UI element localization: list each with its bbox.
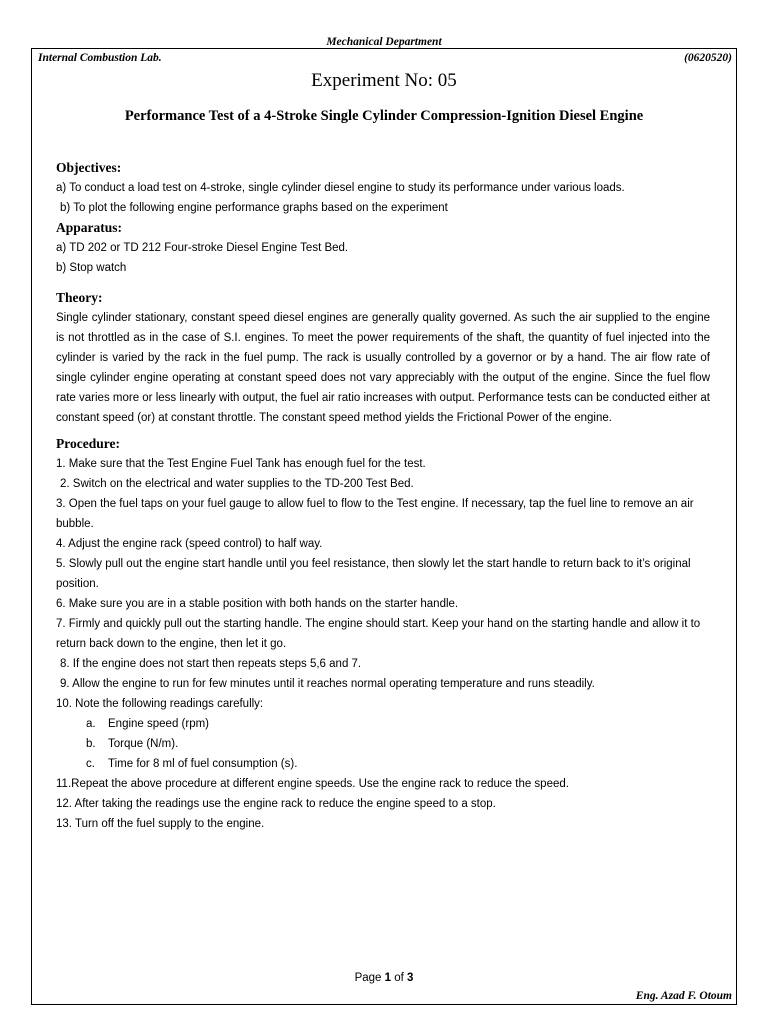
document-body [56,158,710,834]
apparatus-heading: Apparatus: [56,220,123,235]
procedure-step: 1. Make sure that the Test Engine Fuel Tank has enough fuel for the test. [56,458,426,470]
procedure-step: 12. After taking the readings use the engine rack to reduce the engine speed to a stop. [56,798,496,810]
procedure-step: 9. Allow the engine to run for few minutes until it reaches normal operating temperature and runs steadily. [60,678,595,690]
apparatus-item: a) TD 202 or TD 212 Four-stroke Diesel Engine Test Bed. [56,242,349,254]
reading-text: Time for 8 ml of fuel consumption (s). [108,758,298,770]
page-of: of [394,972,404,984]
page-current: 1 [384,972,392,984]
reading-marker: b. [86,738,96,750]
objective-item: a) To conduct a load test on 4-stroke, single cylinder diesel engine to study its performance under various loads. [56,182,625,194]
reading-item [56,734,710,754]
procedure-step: 3. Open the fuel taps on your fuel gauge to allow fuel to flow to the Test engine. If necessary, tap the fuel line to remove an air bubble. [56,498,694,530]
procedure-step: 13. Turn off the fuel supply to the engine. [56,818,265,830]
procedure-step: 7. Firmly and quickly pull out the starting handle. The engine should start. Keep your hand on the starting handle and allow it to return back down to the engine, then let it go. [56,618,701,650]
reading-item [56,714,710,734]
reading-text: Torque (N/m). [108,738,179,750]
procedure-step: 2. Switch on the electrical and water supplies to the TD-200 Test Bed. [60,478,414,490]
procedure-step: 8. If the engine does not start then repeats steps 5,6 and 7. [60,658,362,670]
department-header: Mechanical Department [326,36,442,48]
reading-marker: a. [86,718,96,730]
procedure-step: 11.Repeat the above procedure at different engine speeds. Use the engine rack to reduce the speed. [56,778,569,790]
objectives-heading: Objectives: [56,160,122,175]
page-total: 3 [407,972,414,984]
reading-item [56,754,710,774]
reading-text: Engine speed (rpm) [108,718,209,730]
procedure-step: 4. Adjust the engine rack (speed control) to half way. [56,538,323,550]
author-name: Eng. Azad F. Otoum [635,990,732,1002]
procedure-step: 6. Make sure you are in a stable position with both hands on the starter handle. [56,598,459,610]
course-code: (0620520) [684,52,732,64]
procedure-step: 5. Slowly pull out the engine start handle until you feel resistance, then slowly let the start handle to return back to it’s original position. [56,558,691,590]
procedure-heading: Procedure: [56,436,120,451]
theory-heading: Theory: [56,290,103,305]
theory-paragraph: Single cylinder stationary, constant speed diesel engines are generally quality governed. As such the air supplied to the engine is not throttled as in the case of S.I. engines. To meet the power requirements of the shaft, the quantity of fuel injected into the cylinder is varied by the rack in the fuel pump. The rack is usually controlled by a governor or by a hand. The air flow rate of single cylinder engine operating at constant speed does not vary appreciably with the output of the engine. Since the fuel flow rate varies more or less linearly with output, the fuel air ratio increases with output. Performance tests can be conducted either at constant speed (or) at constant throttle. The constant speed method yields the Frictional Power of the engine. [56,312,710,424]
experiment-title: Experiment No: 05 [311,70,457,91]
lab-name: Internal Combustion Lab. [38,52,162,64]
page-number [0,972,768,984]
objective-item: b) To plot the following engine performance graphs based on the experiment [60,202,448,214]
reading-marker: c. [86,758,95,770]
procedure-step: 10. Note the following readings carefully: [56,698,264,710]
page-label: Page [354,972,382,984]
experiment-subtitle: Performance Test of a 4-Stroke Single Cylinder Compression-Ignition Diesel Engine [124,108,644,124]
apparatus-item: b) Stop watch [56,262,127,274]
